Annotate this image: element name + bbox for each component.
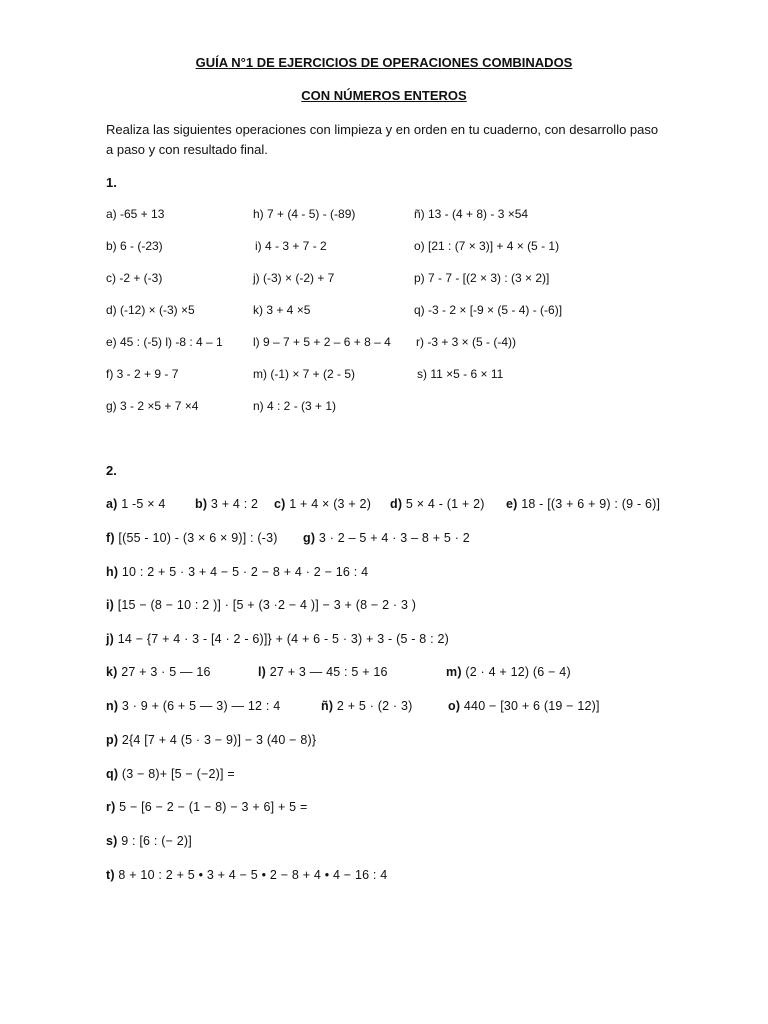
exercise-2l: l) 27 + 3 — 45 : 5 + 16 <box>258 665 388 679</box>
section-2-label: 2. <box>106 463 117 478</box>
exercise-2p: p) 2{4 [7 + 4 (5 · 3 − 9)] − 3 (40 − 8)} <box>106 733 317 747</box>
exercise-2f: f) [(55 - 10) - (3 × 6 × 9)] : (-3) <box>106 531 278 545</box>
exercise-1j: j) (-3) × (-2) + 7 <box>253 271 335 285</box>
exercise-2b: b) 3 + 4 : 2 <box>195 497 259 511</box>
exercise-2s: s) 9 : [6 : (− 2)] <box>106 834 192 848</box>
exercise-2i: i) [15 − (8 − 10 : 2 )] · [5 + (3 ·2 − 4 )] − 3 + (8 − 2 · 3 ) <box>106 598 417 612</box>
exercise-1l: l) 9 – 7 + 5 + 2 – 6 + 8 – 4 <box>253 335 391 349</box>
exercise-1i: i) 4 - 3 + 7 - 2 <box>255 239 327 253</box>
exercise-1k: k) 3 + 4 ×5 <box>253 303 311 317</box>
exercise-1a: a) -65 + 13 <box>106 207 165 221</box>
instructions-paragraph: Realiza las siguientes operaciones con limpieza y en orden en tu cuaderno, con desarrollo paso a paso y con resultado final. <box>106 122 659 157</box>
exercise-1d: d) (-12) × (-3) ×5 <box>106 303 195 317</box>
exercise-2t: t) 8 + 10 : 2 + 5 • 3 + 4 − 5 • 2 − 8 + 4 • 4 − 16 : 4 <box>106 868 388 882</box>
exercise-1p: p) 7 - 7 - [(2 × 3) : (3 × 2)] <box>414 271 550 285</box>
exercise-1ñ: ñ) 13 - (4 + 8) - 3 ×54 <box>414 207 529 221</box>
exercise-2d: d) 5 × 4 - (1 + 2) <box>390 497 485 511</box>
exercise-2k: k) 27 + 3 · 5 — 16 <box>106 665 211 679</box>
exercise-1q: q) -3 - 2 × [-9 × (5 - 4) - (-6)] <box>414 303 563 317</box>
exercise-2h: h) 10 : 2 + 5 · 3 + 4 − 5 · 2 − 8 + 4 · 2 − 16 : 4 <box>106 565 369 579</box>
exercise-2g: g) 3 · 2 – 5 + 4 · 3 – 8 + 5 · 2 <box>303 531 470 545</box>
exercise-2n: n) 3 · 9 + (6 + 5 — 3) — 12 : 4 <box>106 699 281 713</box>
exercise-2q: q) (3 − 8)+ [5 − (−2)] = <box>106 767 235 781</box>
exercise-2c: c) 1 + 4 × (3 + 2) <box>274 497 372 511</box>
exercise-1e: e) 45 : (-5) l) -8 : 4 – 1 <box>106 335 223 349</box>
exercise-2a: a) 1 -5 × 4 <box>106 497 166 511</box>
exercise-2j: j) 14 − {7 + 4 · 3 - [4 · 2 - 6)]} + (4 + 6 - 5 · 3) + 3 - (5 - 8 : 2) <box>106 632 449 646</box>
exercise-1r: r) -3 + 3 × (5 - (-4)) <box>416 335 517 349</box>
worksheet-title: GUÍA N°1 DE EJERCICIOS DE OPERACIONES COMBINADOS <box>195 55 573 70</box>
exercise-1o: o) [21 : (7 × 3)] + 4 × (5 - 1) <box>414 239 560 253</box>
exercise-1m: m) (-1) × 7 + (2 - 5) <box>253 367 356 381</box>
exercise-2r: r) 5 − [6 − 2 − (1 − 8) − 3 + 6] + 5 = <box>106 800 308 814</box>
exercise-2ñ: ñ) 2 + 5 · (2 · 3) <box>321 699 413 713</box>
exercise-2e: e) 18 - [(3 + 6 + 9) : (9 - 6)] <box>506 497 661 511</box>
exercise-1f: f) 3 - 2 + 9 - 7 <box>106 367 179 381</box>
exercise-2m: m) (2 · 4 + 12) (6 − 4) <box>446 665 571 679</box>
exercise-1s: s) 11 ×5 - 6 × 11 <box>417 367 504 381</box>
exercise-1g: g) 3 - 2 ×5 + 7 ×4 <box>106 399 199 413</box>
exercise-1h: h) 7 + (4 - 5) - (-89) <box>253 207 356 221</box>
section-1-label: 1. <box>106 175 117 190</box>
exercise-2o: o) 440 − [30 + 6 (19 − 12)] <box>448 699 600 713</box>
exercise-1b: b) 6 - (-23) <box>106 239 163 253</box>
exercise-1c: c) -2 + (-3) <box>106 271 163 285</box>
worksheet-subtitle: CON NÚMEROS ENTEROS <box>301 88 467 103</box>
exercise-1n: n) 4 : 2 - (3 + 1) <box>253 399 337 413</box>
